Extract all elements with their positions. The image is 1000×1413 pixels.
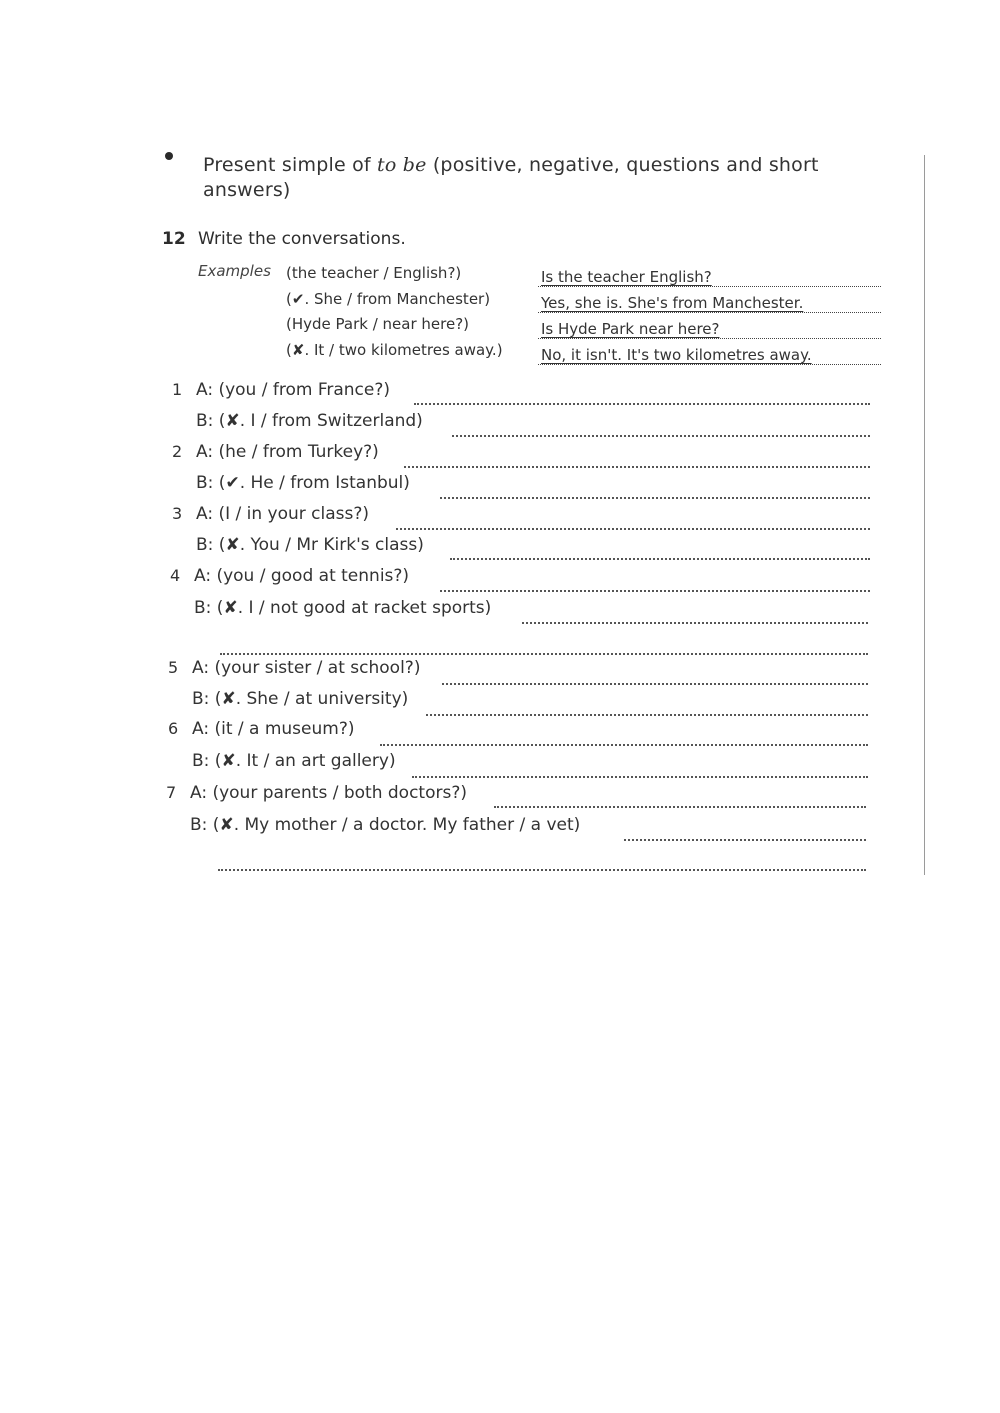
cross-mark-icon: ✘ [223,598,238,618]
item-number-3: 3 [172,504,183,523]
item-1-answer-cue: B: (✘. I / from Switzerland) [196,411,423,431]
heading-text-post: (positive, negative, questions and short [426,154,819,176]
example-cue-1: (the teacher / English?) [286,264,462,282]
item-4-answer-line[interactable] [522,622,868,624]
item-4-question-answer-line[interactable] [440,590,870,592]
example-answer-1: Is the teacher English? [538,268,881,287]
example-cue-3: (Hyde Park / near here?) [286,315,470,333]
item-number-1: 1 [172,380,183,399]
exercise-number: 12 [162,229,186,249]
page-frame-line [924,155,925,875]
item-5-answer-cue: B: (✘. She / at university) [192,689,409,709]
item-3-question-answer-line[interactable] [396,528,870,530]
item-4-answer-cue: B: (✘. I / not good at racket sports) [194,598,492,618]
item-6-answer-line[interactable] [412,776,868,778]
check-mark-icon: ✔ [225,473,240,493]
heading-text-italic: to be [377,154,427,176]
item-2-answer-line[interactable] [440,497,870,499]
item-1-question-cue: A: (you / from France?) [196,380,391,400]
example-answer-4: No, it isn't. It's two kilometres away. [538,346,881,365]
exercise-title: Write the conversations. [198,229,406,249]
item-3-question-cue: A: (I / in your class?) [196,504,370,524]
item-7-answer-line[interactable] [624,839,866,841]
item-4-question-cue: A: (you / good at tennis?) [194,566,410,586]
item-7-answer-cue: B: (✘. My mother / a doctor. My father / a vet) [190,815,581,835]
cross-mark-icon: ✘ [219,815,234,835]
item-2-question-answer-line[interactable] [404,466,870,468]
item-number-2: 2 [172,442,183,461]
item-7-answer-line-extra[interactable] [218,869,866,871]
section-heading [203,153,819,178]
item-6-answer-cue: B: (✘. It / an art gallery) [192,751,396,771]
examples-label: Examples [198,262,271,280]
item-3-answer-cue: B: (✘. You / Mr Kirk's class) [196,535,424,555]
item-5-question-cue: A: (your sister / at school?) [192,658,421,678]
item-number-5: 5 [168,658,179,677]
heading-text-pre: Present simple of [203,154,378,176]
item-1-question-answer-line[interactable] [414,403,870,405]
item-7-question-cue: A: (your parents / both doctors?) [190,783,467,803]
cross-mark-icon: ✘ [221,751,236,771]
item-2-answer-cue: B: (✔. He / from Istanbul) [196,473,410,493]
cross-mark-icon: ✘ [221,689,236,709]
check-mark-icon: ✔ [291,290,305,308]
item-3-answer-line[interactable] [450,558,870,560]
cross-mark-icon: ✘ [291,341,305,359]
item-5-answer-line[interactable] [426,714,868,716]
example-cue-2: (✔. She / from Manchester) [286,290,491,308]
item-number-6: 6 [168,719,179,738]
cross-mark-icon: ✘ [225,411,240,431]
example-answer-3: Is Hyde Park near here? [538,320,881,339]
item-7-question-answer-line[interactable] [494,806,866,808]
item-number-4: 4 [170,566,181,585]
cross-mark-icon: ✘ [225,535,240,555]
item-1-answer-line[interactable] [452,435,870,437]
item-4-answer-line-extra[interactable] [220,653,868,655]
section-heading-line2: answers) [203,179,291,201]
example-answer-2: Yes, she is. She's from Manchester. [538,294,881,313]
item-6-question-answer-line[interactable] [380,744,868,746]
example-cue-4: (✘. It / two kilometres away.) [286,341,503,359]
item-5-question-answer-line[interactable] [442,683,868,685]
item-2-question-cue: A: (he / from Turkey?) [196,442,379,462]
item-6-question-cue: A: (it / a museum?) [192,719,355,739]
item-number-7: 7 [166,783,177,802]
bullet-point [165,152,173,160]
